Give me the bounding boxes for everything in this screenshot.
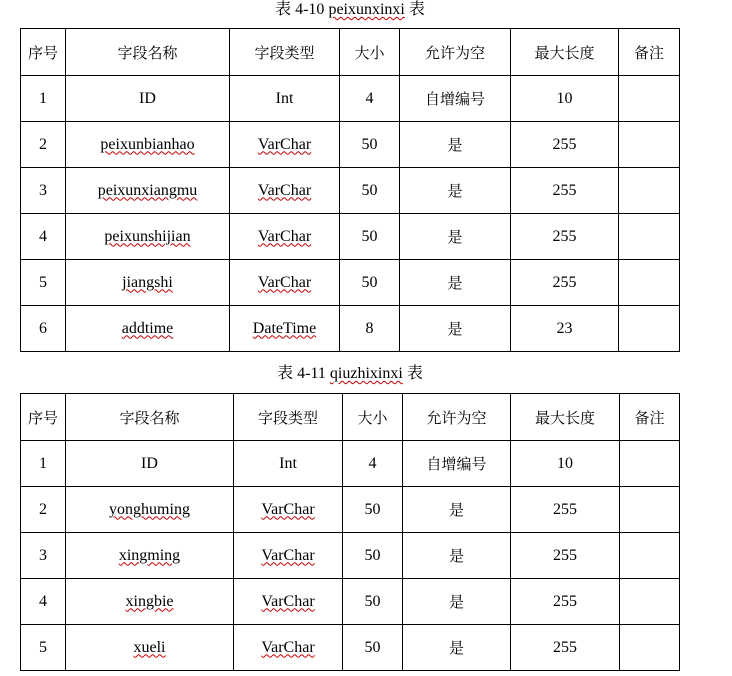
cell-nullable: 是	[403, 625, 511, 671]
cell-nullable: 是	[400, 168, 511, 214]
header-nullable: 允许为空	[400, 29, 511, 76]
caption-prefix: 表 4-10	[275, 1, 329, 18]
cell-field-type	[230, 168, 340, 214]
cell-nullable: 是	[400, 306, 511, 352]
cell-size: 50	[340, 122, 400, 168]
caption-table-name: peixunxinxi	[328, 1, 405, 18]
header-size: 大小	[343, 394, 403, 441]
cell-seq: 2	[21, 487, 66, 533]
cell-nullable: 是	[400, 122, 511, 168]
field-table-peixunxinxi	[20, 28, 680, 352]
cell-remark	[620, 487, 680, 533]
header-seq: 序号	[21, 29, 66, 76]
cell-nullable: 是	[403, 579, 511, 625]
table-caption-peixunxinxi	[0, 0, 700, 20]
cell-field-type	[234, 625, 343, 671]
cell-remark	[619, 122, 680, 168]
cell-size: 50	[340, 260, 400, 306]
field-name-text: xingbie	[125, 592, 174, 610]
cell-seq: 2	[21, 122, 66, 168]
field-type-text: VarChar	[257, 227, 312, 245]
cell-size: 4	[343, 441, 403, 487]
cell-max-length: 255	[511, 625, 620, 671]
header-field-name: 字段名称	[66, 394, 234, 441]
cell-field-type: Int	[230, 76, 340, 122]
table-caption-qiuzhixinxi	[0, 364, 700, 384]
cell-size: 50	[340, 168, 400, 214]
cell-field-name	[66, 306, 230, 352]
cell-size: 8	[340, 306, 400, 352]
cell-remark	[619, 260, 680, 306]
cell-field-type	[230, 306, 340, 352]
table-row	[21, 76, 680, 122]
caption-suffix: 表	[402, 365, 423, 382]
cell-size: 4	[340, 76, 400, 122]
cell-max-length: 23	[511, 306, 619, 352]
header-max-length: 最大长度	[511, 394, 620, 441]
cell-field-name: ID	[66, 441, 234, 487]
cell-size: 50	[343, 487, 403, 533]
field-name-text: addtime	[121, 319, 174, 337]
cell-seq: 4	[21, 579, 66, 625]
cell-seq: 1	[21, 76, 66, 122]
table-row	[21, 168, 680, 214]
cell-max-length: 255	[511, 579, 620, 625]
header-max-length: 最大长度	[511, 29, 619, 76]
field-type-text: VarChar	[261, 638, 315, 656]
cell-nullable: 是	[403, 533, 511, 579]
table-row	[21, 487, 680, 533]
table-row	[21, 122, 680, 168]
cell-field-name	[66, 487, 234, 533]
cell-seq: 5	[21, 625, 66, 671]
cell-seq: 3	[21, 168, 66, 214]
cell-field-type	[234, 579, 343, 625]
field-name-text: xueli	[133, 638, 166, 656]
field-name-text: peixunshijian	[104, 227, 191, 245]
cell-max-length: 10	[511, 76, 619, 122]
cell-field-type	[230, 260, 340, 306]
table-header-row	[21, 394, 680, 441]
cell-field-name	[66, 579, 234, 625]
caption-prefix: 表 4-11	[277, 365, 330, 382]
cell-max-length: 255	[511, 260, 619, 306]
caption-suffix: 表	[404, 1, 425, 18]
header-remark: 备注	[619, 29, 680, 76]
cell-remark	[619, 306, 680, 352]
cell-nullable: 自增编号	[400, 76, 511, 122]
header-seq: 序号	[21, 394, 66, 441]
cell-max-length: 255	[511, 168, 619, 214]
cell-field-name: ID	[66, 76, 230, 122]
header-nullable: 允许为空	[403, 394, 511, 441]
cell-max-length: 255	[511, 487, 620, 533]
header-size: 大小	[340, 29, 400, 76]
table-header-row	[21, 29, 680, 76]
cell-nullable: 是	[400, 260, 511, 306]
table-row	[21, 441, 680, 487]
cell-seq: 5	[21, 260, 66, 306]
field-name-text: xingming	[118, 546, 181, 564]
cell-field-name	[66, 625, 234, 671]
cell-max-length: 255	[511, 214, 619, 260]
cell-max-length: 255	[511, 122, 619, 168]
field-type-text: VarChar	[257, 135, 312, 153]
caption-table-name: qiuzhixinxi	[329, 365, 403, 382]
cell-max-length: 255	[511, 533, 620, 579]
field-table-qiuzhixinxi	[20, 393, 680, 671]
table-row	[21, 260, 680, 306]
header-field-name: 字段名称	[66, 29, 230, 76]
cell-nullable: 是	[403, 487, 511, 533]
cell-seq: 1	[21, 441, 66, 487]
header-remark: 备注	[620, 394, 680, 441]
cell-seq: 3	[21, 533, 66, 579]
cell-nullable: 自增编号	[403, 441, 511, 487]
cell-seq: 6	[21, 306, 66, 352]
cell-remark	[620, 533, 680, 579]
cell-field-name	[66, 260, 230, 306]
table-row	[21, 625, 680, 671]
cell-size: 50	[343, 579, 403, 625]
cell-size: 50	[343, 625, 403, 671]
cell-remark	[620, 625, 680, 671]
cell-field-name	[66, 122, 230, 168]
field-type-text: VarChar	[261, 592, 315, 610]
cell-size: 50	[340, 214, 400, 260]
cell-nullable: 是	[400, 214, 511, 260]
field-type-text: VarChar	[261, 546, 315, 564]
cell-seq: 4	[21, 214, 66, 260]
field-name-text: jiangshi	[122, 273, 173, 291]
field-name-text: peixunxiangmu	[97, 181, 198, 199]
cell-field-type	[234, 487, 343, 533]
table-row	[21, 306, 680, 352]
cell-remark	[619, 76, 680, 122]
table-row	[21, 214, 680, 260]
field-type-text: DateTime	[252, 319, 317, 337]
field-name-text: peixunbianhao	[100, 135, 195, 153]
header-field-type: 字段类型	[230, 29, 340, 76]
cell-field-type	[230, 122, 340, 168]
cell-remark	[619, 214, 680, 260]
field-name-text: yonghuming	[109, 500, 190, 518]
cell-field-name	[66, 214, 230, 260]
header-field-type: 字段类型	[234, 394, 343, 441]
field-type-text: VarChar	[257, 181, 312, 199]
cell-remark	[619, 168, 680, 214]
cell-size: 50	[343, 533, 403, 579]
table-row	[21, 533, 680, 579]
cell-field-type	[234, 533, 343, 579]
cell-field-type: Int	[234, 441, 343, 487]
cell-field-type	[230, 214, 340, 260]
field-type-text: VarChar	[257, 273, 312, 291]
table-row	[21, 579, 680, 625]
cell-remark	[620, 441, 680, 487]
cell-field-name	[66, 533, 234, 579]
cell-max-length: 10	[511, 441, 620, 487]
cell-field-name	[66, 168, 230, 214]
cell-remark	[620, 579, 680, 625]
field-type-text: VarChar	[261, 500, 315, 518]
